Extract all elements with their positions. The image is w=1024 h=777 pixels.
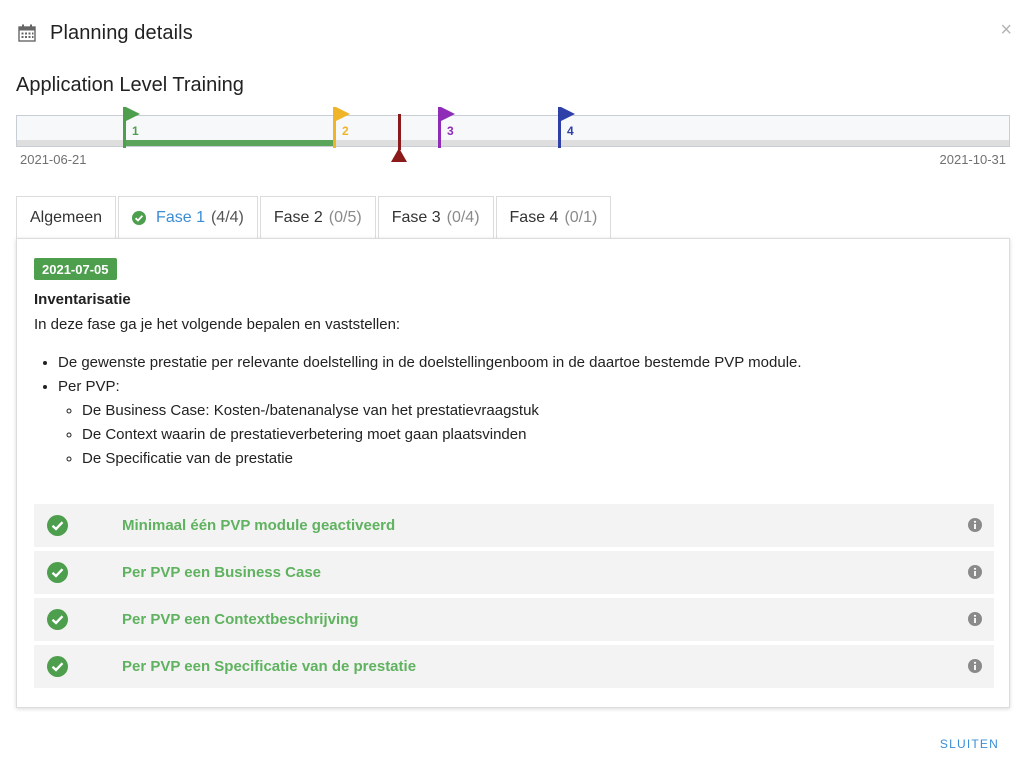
list-item: • De gewenste prestatie per relevante doelstelling in de doelstellingenboom in de daartoe bestemde PVP module. bbox=[58, 351, 802, 375]
modal-title: Planning details bbox=[50, 21, 193, 44]
info-icon[interactable] bbox=[968, 612, 982, 626]
calendar-icon bbox=[18, 24, 36, 42]
info-icon[interactable] bbox=[968, 518, 982, 532]
list-item: ◦ De Business Case: Kosten-/batenanalyse van het prestatievraagstuk bbox=[82, 399, 802, 423]
tab-fase-4[interactable]: Fase 4 (0/1) bbox=[496, 196, 612, 238]
phase-panel bbox=[16, 238, 1010, 708]
list-item: ◦ De Specificatie van de prestatie bbox=[82, 447, 802, 471]
phase-bullets bbox=[34, 351, 802, 471]
timeline-start-date: 2021-06-21 bbox=[20, 152, 87, 167]
timeline bbox=[16, 115, 1010, 147]
info-icon[interactable] bbox=[968, 659, 982, 673]
close-icon[interactable]: × bbox=[1000, 19, 1012, 41]
phase-name: Inventarisatie bbox=[34, 291, 131, 308]
criterion-label: Per PVP een Contextbeschrijving bbox=[122, 611, 359, 628]
check-circle-icon bbox=[47, 515, 68, 536]
tab-fase-2[interactable]: Fase 2 (0/5) bbox=[260, 196, 376, 238]
criterion-row bbox=[34, 504, 994, 547]
timeline-progress bbox=[123, 140, 335, 146]
list-item: • Per PVP: ◦ De Business Case: Kosten-/batenanalyse van het prestatievraagstuk ◦ De Context waarin de prestatieverbetering moet gaan plaatsvinden ◦ De Specificatie van de prestatie bbox=[58, 375, 802, 471]
milestone-flag-2[interactable]: 2 bbox=[333, 107, 353, 148]
milestone-flag-4[interactable]: 4 bbox=[558, 107, 578, 148]
check-circle-icon bbox=[132, 211, 146, 225]
modal-header bbox=[18, 18, 1024, 48]
criterion-label: Per PVP een Specificatie van de prestatie bbox=[122, 658, 417, 675]
check-circle-icon bbox=[47, 562, 68, 583]
criterion-label: Minimaal één PVP module geactiveerd bbox=[122, 517, 396, 534]
phase-intro: In deze fase ga je het volgende bepalen en vaststellen: bbox=[34, 316, 401, 333]
close-button[interactable]: SLUITEN bbox=[939, 737, 999, 751]
tab-fase-3[interactable]: Fase 3 (0/4) bbox=[378, 196, 494, 238]
phase-date-badge: 2021-07-05 bbox=[34, 258, 117, 280]
plan-title: Application Level Training bbox=[16, 74, 244, 96]
tab-fase-1[interactable]: Fase 1 (4/4) bbox=[118, 196, 258, 239]
milestone-flag-3[interactable]: 3 bbox=[438, 107, 458, 148]
criterion-label: Per PVP een Business Case bbox=[122, 564, 321, 581]
list-item: ◦ De Context waarin de prestatieverbetering moet gaan plaatsvinden bbox=[82, 423, 802, 447]
info-icon[interactable] bbox=[968, 565, 982, 579]
criterion-row bbox=[34, 598, 994, 641]
criterion-row bbox=[34, 645, 994, 688]
criteria-list bbox=[34, 504, 994, 692]
tab-algemeen[interactable]: Algemeen bbox=[16, 196, 116, 238]
criterion-row bbox=[34, 551, 994, 594]
today-marker bbox=[391, 114, 407, 164]
phase-tabs bbox=[16, 196, 613, 238]
check-circle-icon bbox=[47, 609, 68, 630]
milestone-flag-1[interactable]: 1 bbox=[123, 107, 143, 148]
timeline-end-date: 2021-10-31 bbox=[939, 152, 1006, 167]
check-circle-icon bbox=[47, 656, 68, 677]
